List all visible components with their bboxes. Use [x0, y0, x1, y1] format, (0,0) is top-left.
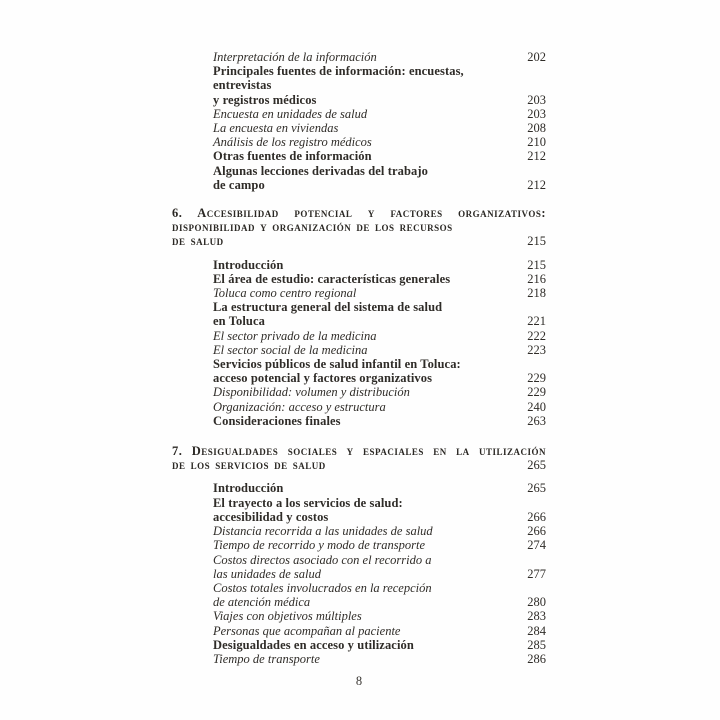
toc-entry-line: Introducción — [213, 257, 284, 272]
toc-entry — [213, 164, 546, 192]
toc-entry — [213, 135, 546, 149]
toc-entry-title — [213, 164, 519, 192]
toc-entry-line: accesibilidad y costos — [213, 509, 329, 524]
toc-entry-page-number: 215 — [527, 257, 546, 272]
toc-entry-page-number: 229 — [527, 371, 546, 386]
toc-entry-title — [213, 624, 519, 638]
toc-entry-page-number: 222 — [527, 328, 546, 343]
toc-entry-page-number: 212 — [527, 149, 546, 164]
toc-entry-page-number: 263 — [527, 413, 546, 428]
toc-entry-line: Introducción — [213, 481, 284, 496]
toc-entry-line: Desigualdades en acceso y utilización — [213, 637, 414, 652]
toc-entry-line: Organización: acceso y estructura — [213, 399, 386, 414]
chapter-heading-line: disponibilidad y organización de los recursos — [172, 220, 453, 235]
toc-entry — [213, 524, 546, 538]
chapter-entries — [172, 481, 546, 666]
toc-entry — [213, 258, 546, 272]
toc-entry-page-number: 210 — [527, 135, 546, 150]
toc-entry-title — [213, 385, 519, 399]
toc-entry-line: La encuesta en viviendas — [213, 121, 339, 136]
toc-entry — [213, 400, 546, 414]
toc-entry — [213, 624, 546, 638]
toc-entry — [213, 581, 546, 609]
toc-entry — [213, 286, 546, 300]
toc-entry-page-number: 280 — [527, 595, 546, 610]
toc-entry-line: Costos directos asociado con el recorrido a — [213, 552, 432, 567]
toc-entry-line: Servicios públicos de salud infantil en Toluca: — [213, 357, 461, 372]
chapter-heading-line: 7. Desigualdades sociales y espaciales en la utilización — [172, 444, 546, 459]
toc-entry-line: de campo — [213, 177, 265, 192]
toc-entry-page-number: 221 — [527, 314, 546, 329]
toc-entry-page-number: 240 — [527, 399, 546, 414]
toc-entry-line: La estructura general del sistema de salud — [213, 300, 443, 315]
toc-entry-line: Toluca como centro regional — [213, 286, 357, 301]
toc-entry-line: Personas que acompañan al paciente — [213, 623, 401, 638]
toc-entry — [213, 553, 546, 581]
toc-entry-title — [213, 524, 519, 538]
toc-entry-page-number: 212 — [527, 177, 546, 192]
toc-entry — [213, 121, 546, 135]
toc-entry-line: Tiempo de recorrido y modo de transporte — [213, 538, 426, 553]
toc-entry-line: El trayecto a los servicios de salud: — [213, 495, 403, 510]
toc-entry — [213, 64, 546, 107]
toc-entry-page-number: 216 — [527, 271, 546, 286]
toc-entry-title — [213, 357, 519, 385]
toc-entry-page-number: 285 — [527, 637, 546, 652]
toc-entry-page-number: 266 — [527, 509, 546, 524]
toc-entry-page-number: 203 — [527, 92, 546, 107]
toc-entry-page-number: 229 — [527, 385, 546, 400]
toc-entry-title — [213, 50, 519, 64]
toc-entry — [213, 638, 546, 652]
toc-entry — [213, 50, 546, 64]
toc-entry-title — [213, 64, 519, 107]
toc-entry — [213, 652, 546, 666]
toc-entry-title — [213, 258, 519, 272]
toc-entry — [213, 300, 546, 328]
toc-entry — [213, 385, 546, 399]
chapter-heading-last-line — [172, 458, 546, 472]
toc-entry-page-number: 223 — [527, 342, 546, 357]
toc-entry — [213, 414, 546, 428]
toc-entry-title — [213, 149, 519, 163]
continued-entries — [172, 50, 546, 192]
toc-entry — [213, 329, 546, 343]
toc-entry-line: Tiempo de transporte — [213, 651, 320, 666]
toc-entry-title — [213, 481, 519, 495]
chapter-heading-last-line — [172, 234, 546, 248]
toc-entry-title — [213, 638, 519, 652]
chapter-heading-text: de salud — [172, 234, 224, 249]
toc-entry-page-number: 277 — [527, 566, 546, 581]
toc-entry-line: Otras fuentes de información — [213, 149, 372, 164]
toc-entry — [213, 538, 546, 552]
toc-entry-title — [213, 135, 519, 149]
chapter-heading-line: 6. Accesibilidad potencial y factores organizativos: — [172, 206, 546, 221]
toc-entry-title — [213, 121, 519, 135]
chapter-heading — [172, 444, 546, 472]
toc-entry-title — [213, 400, 519, 414]
toc-entry-page-number: 218 — [527, 286, 546, 301]
toc-entry-line: en Toluca — [213, 314, 265, 329]
toc-entry — [213, 496, 546, 524]
toc-entry-line: Encuesta en unidades de salud — [213, 106, 368, 121]
toc-entry-title — [213, 107, 519, 121]
toc-entry-line: El área de estudio: características generales — [213, 271, 451, 286]
toc-entry-line: Disponibilidad: volumen y distribución — [213, 385, 410, 400]
toc-entry-line: Distancia recorrida a las unidades de salud — [213, 524, 433, 539]
toc-entry-line: El sector social de la medicina — [213, 342, 368, 357]
toc-entry — [213, 609, 546, 623]
toc-entry-page-number: 286 — [527, 651, 546, 666]
toc-entry-page-number: 265 — [527, 481, 546, 496]
toc-entry-line: las unidades de salud — [213, 566, 321, 581]
toc-entry-line: Análisis de los registro médicos — [213, 135, 372, 150]
toc-entry-line: de atención médica — [213, 595, 311, 610]
table-of-contents — [172, 50, 546, 666]
toc-entry-title — [213, 581, 519, 609]
toc-entry — [213, 343, 546, 357]
toc-entry-line: Algunas lecciones derivadas del trabajo — [213, 163, 429, 178]
toc-entry — [213, 272, 546, 286]
toc-entry-line: Viajes con objetivos múltiples — [213, 609, 362, 624]
chapter-page-number: 265 — [527, 458, 546, 473]
toc-entry-title — [213, 538, 519, 552]
toc-entry-title — [213, 553, 519, 581]
toc-entry-title — [213, 343, 519, 357]
toc-entry-page-number: 203 — [527, 106, 546, 121]
toc-entry-line: Principales fuentes de información: encuestas, entrevistas — [213, 64, 464, 93]
toc-entry-title — [213, 609, 519, 623]
toc-entry-line: acceso potencial y factores organizativos — [213, 371, 433, 386]
toc-entry-title — [213, 414, 519, 428]
toc-entry — [213, 149, 546, 163]
toc-entry-page-number: 208 — [527, 121, 546, 136]
toc-entry-title — [213, 300, 519, 328]
toc-entry-title — [213, 652, 519, 666]
toc-entry-page-number: 274 — [527, 538, 546, 553]
toc-entry-title — [213, 496, 519, 524]
chapter-page-number: 215 — [527, 234, 546, 249]
toc-entry — [213, 107, 546, 121]
toc-entry-page-number: 266 — [527, 524, 546, 539]
toc-entry-line: y registros médicos — [213, 92, 317, 107]
chapter-entries — [172, 258, 546, 428]
toc-entry-title — [213, 272, 519, 286]
toc-entry-line: Consideraciones finales — [213, 413, 341, 428]
toc-entry-line: Interpretación de la información — [213, 50, 377, 64]
toc-entry — [213, 357, 546, 385]
toc-entry — [213, 481, 546, 495]
toc-entry-title — [213, 329, 519, 343]
chapter-heading-text: de los servicios de salud — [172, 458, 326, 473]
toc-entry-line: Costos totales involucrados en la recepción — [213, 580, 432, 595]
toc-entry-page-number: 284 — [527, 623, 546, 638]
toc-entry-page-number: 202 — [527, 50, 546, 64]
toc-entry-title — [213, 286, 519, 300]
toc-entry-page-number: 283 — [527, 609, 546, 624]
toc-entry-line: El sector privado de la medicina — [213, 328, 377, 343]
page-number: 8 — [355, 674, 363, 688]
chapter-heading — [172, 206, 546, 249]
